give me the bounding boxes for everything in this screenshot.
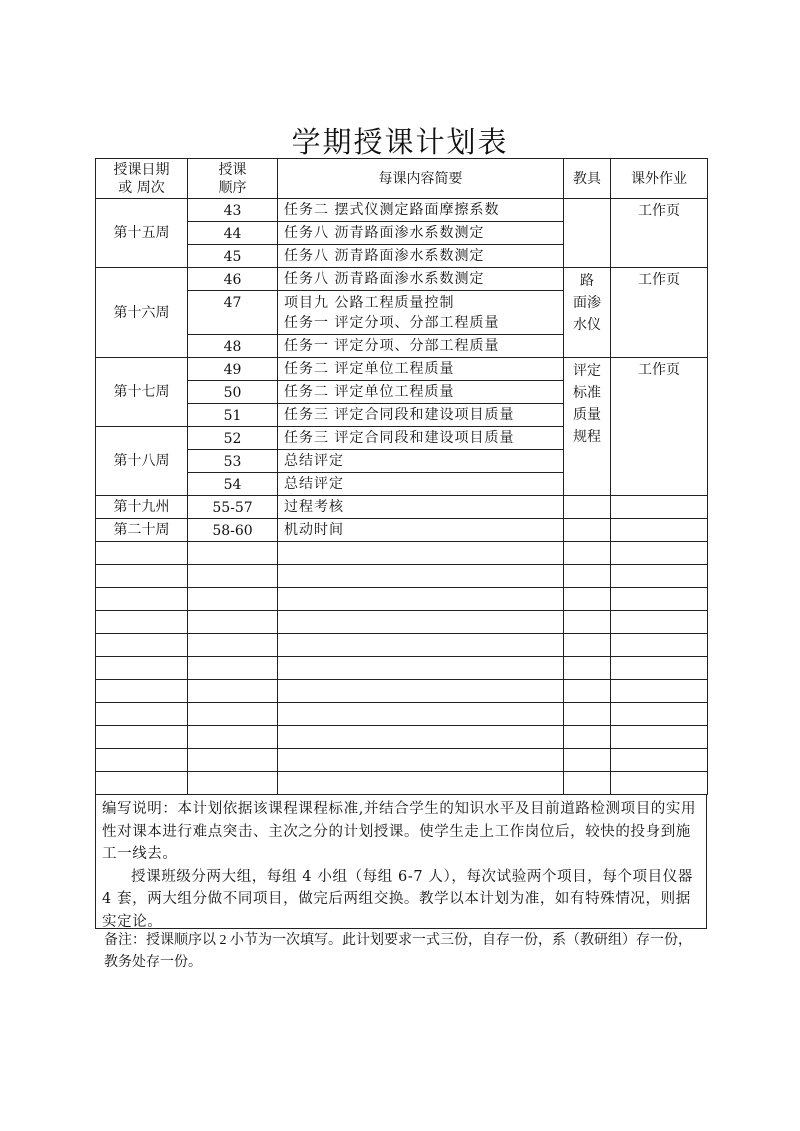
empty-cell — [611, 611, 708, 634]
tool-line: 水仪 — [573, 317, 601, 333]
empty-cell — [188, 634, 278, 657]
content-line: 任务八 沥青路面渗水系数测定 — [284, 225, 485, 241]
content-cell — [278, 335, 564, 358]
content-line: 任务一 评定分项、分部工程质量 — [284, 314, 500, 331]
week-cell: 第十九州 — [96, 496, 188, 519]
table-row — [96, 358, 708, 381]
empty-row — [96, 703, 708, 726]
content-line: 机动时间 — [284, 522, 344, 538]
content-line: 项目九 公路工程质量控制 — [284, 294, 455, 311]
empty-cell — [188, 749, 278, 772]
content-cell — [278, 519, 564, 542]
content-line: 任务八 沥青路面渗水系数测定 — [284, 248, 485, 264]
empty-row — [96, 657, 708, 680]
header-week — [96, 159, 188, 199]
content-line: 任务三 评定合同段和建设项目质量 — [284, 407, 515, 423]
tool-line: 质量 — [573, 407, 601, 423]
content-cell — [278, 404, 564, 427]
empty-cell — [96, 657, 188, 680]
empty-cell — [564, 657, 611, 680]
header-row — [96, 159, 708, 199]
empty-cell — [278, 749, 564, 772]
empty-cell — [188, 726, 278, 749]
tool-line: 评定 — [573, 363, 601, 379]
content-line: 任务三 评定合同段和建设项目质量 — [284, 430, 515, 446]
empty-cell — [278, 542, 564, 565]
empty-cell — [611, 588, 708, 611]
content-line: 任务一 评定分项、分部工程质量 — [284, 338, 500, 354]
empty-cell — [188, 703, 278, 726]
page-title: 学期授课计划表 — [291, 125, 509, 159]
empty-cell — [611, 726, 708, 749]
tool-cell — [564, 496, 611, 519]
week-cell: 第十八周 — [96, 427, 188, 496]
tool-line: 面渗 — [573, 295, 601, 311]
content-cell — [278, 291, 564, 335]
content-line: 任务二 摆式仪测定路面摩擦系数 — [284, 202, 500, 218]
week-cell: 第十六周 — [96, 268, 188, 358]
notes-paragraph: 授课班级分两大组，每组 4 小组（每组 6-7 人），每次试验两个项目，每个项目仪器 4 套，两大组分做不同项目，做完后两组交换。教学以本计划为准，如有特殊情况，则据实定论。 — [102, 868, 693, 930]
tool-cell — [564, 199, 611, 268]
empty-cell — [188, 542, 278, 565]
empty-cell — [278, 588, 564, 611]
empty-cell — [278, 611, 564, 634]
week-cell: 第二十周 — [96, 519, 188, 542]
table-row — [96, 199, 708, 222]
empty-row — [96, 588, 708, 611]
footnote: 备注：授课顺序以 2 小节为一次填写。此计划要求一式三份，自存一份，系（教研组）存一份，教务处存一份。 — [104, 933, 692, 970]
empty-cell — [188, 565, 278, 588]
empty-cell — [96, 542, 188, 565]
empty-cell — [278, 772, 564, 795]
content-cell — [278, 245, 564, 268]
homework-cell — [611, 496, 708, 519]
tool-line: 标准 — [573, 385, 601, 401]
content-cell — [278, 427, 564, 450]
empty-cell — [564, 565, 611, 588]
order-cell: 49 — [188, 358, 278, 381]
empty-cell — [611, 772, 708, 795]
empty-cell — [278, 657, 564, 680]
empty-cell — [611, 565, 708, 588]
header-week-line: 授课日期 — [113, 161, 170, 178]
content-line: 任务二 评定单位工程质量 — [284, 384, 455, 400]
content-cell — [278, 358, 564, 381]
header-week-line: 或 周次 — [118, 179, 165, 196]
empty-cell — [96, 726, 188, 749]
empty-cell — [96, 634, 188, 657]
header-order-line: 授课 — [218, 161, 247, 178]
order-cell: 52 — [188, 427, 278, 450]
content-cell — [278, 450, 564, 473]
empty-row — [96, 611, 708, 634]
header-tool: 教具 — [564, 159, 611, 199]
content-cell — [278, 268, 564, 291]
order-cell: 47 — [188, 291, 278, 335]
tool-cell — [564, 268, 611, 358]
content-line: 总结评定 — [284, 476, 344, 492]
empty-cell — [564, 542, 611, 565]
teaching-plan-table — [95, 158, 708, 795]
empty-cell — [564, 680, 611, 703]
order-cell: 54 — [188, 473, 278, 496]
empty-cell — [188, 611, 278, 634]
empty-cell — [611, 634, 708, 657]
empty-cell — [611, 749, 708, 772]
homework-cell — [611, 519, 708, 542]
order-cell: 43 — [188, 199, 278, 222]
empty-cell — [188, 772, 278, 795]
empty-cell — [188, 588, 278, 611]
content-cell — [278, 381, 564, 404]
empty-row — [96, 726, 708, 749]
header-order-line: 顺序 — [218, 179, 247, 196]
empty-cell — [96, 680, 188, 703]
empty-cell — [611, 703, 708, 726]
order-cell: 48 — [188, 335, 278, 358]
order-cell: 50 — [188, 381, 278, 404]
empty-cell — [564, 749, 611, 772]
table-row — [96, 268, 708, 291]
empty-cell — [564, 634, 611, 657]
content-line: 过程考核 — [284, 499, 344, 515]
content-cell — [278, 496, 564, 519]
empty-cell — [611, 680, 708, 703]
empty-cell — [96, 588, 188, 611]
empty-cell — [188, 657, 278, 680]
writing-notes — [95, 794, 707, 929]
content-cell — [278, 199, 564, 222]
table-row — [96, 519, 708, 542]
header-order — [188, 159, 278, 199]
empty-cell — [96, 703, 188, 726]
empty-row — [96, 542, 708, 565]
week-cell: 第十五周 — [96, 199, 188, 268]
empty-row — [96, 680, 708, 703]
empty-cell — [564, 726, 611, 749]
empty-cell — [96, 772, 188, 795]
content-line: 总结评定 — [284, 453, 344, 469]
tool-cell — [564, 358, 611, 496]
order-cell: 45 — [188, 245, 278, 268]
empty-cell — [278, 726, 564, 749]
homework-cell: 工作页 — [611, 268, 708, 358]
week-cell: 第十七周 — [96, 358, 188, 427]
empty-cell — [278, 703, 564, 726]
empty-row — [96, 749, 708, 772]
content-line: 任务八 沥青路面渗水系数测定 — [284, 271, 485, 287]
table-row — [96, 496, 708, 519]
homework-cell: 工作页 — [611, 358, 708, 496]
order-cell: 44 — [188, 222, 278, 245]
tool-line: 路 — [580, 273, 594, 289]
content-cell — [278, 473, 564, 496]
tool-line: 规程 — [573, 429, 601, 445]
content-line: 任务二 评定单位工程质量 — [284, 361, 455, 377]
order-cell: 53 — [188, 450, 278, 473]
empty-row — [96, 772, 708, 795]
empty-cell — [564, 703, 611, 726]
empty-cell — [278, 680, 564, 703]
order-cell: 58-60 — [188, 519, 278, 542]
notes-paragraph: 编写说明：本计划依据该课程课程标准,并结合学生的知识水平及目前道路检测项目的实用性对课本进行难点突击、主次之分的计划授课。使学生走上工作岗位后，较快的投身到施工一线去。 — [102, 801, 697, 862]
order-cell: 51 — [188, 404, 278, 427]
empty-row — [96, 565, 708, 588]
tool-cell — [564, 519, 611, 542]
order-cell: 55-57 — [188, 496, 278, 519]
content-cell — [278, 222, 564, 245]
empty-cell — [564, 588, 611, 611]
order-cell: 46 — [188, 268, 278, 291]
empty-cell — [188, 680, 278, 703]
empty-cell — [278, 634, 564, 657]
empty-cell — [96, 611, 188, 634]
empty-cell — [96, 565, 188, 588]
empty-cell — [611, 542, 708, 565]
empty-cell — [611, 657, 708, 680]
empty-row — [96, 634, 708, 657]
header-content: 每课内容简要 — [278, 159, 564, 199]
header-homework: 课外作业 — [611, 159, 708, 199]
homework-cell: 工作页 — [611, 199, 708, 268]
empty-cell — [564, 611, 611, 634]
empty-cell — [96, 749, 188, 772]
empty-cell — [278, 565, 564, 588]
empty-cell — [564, 772, 611, 795]
